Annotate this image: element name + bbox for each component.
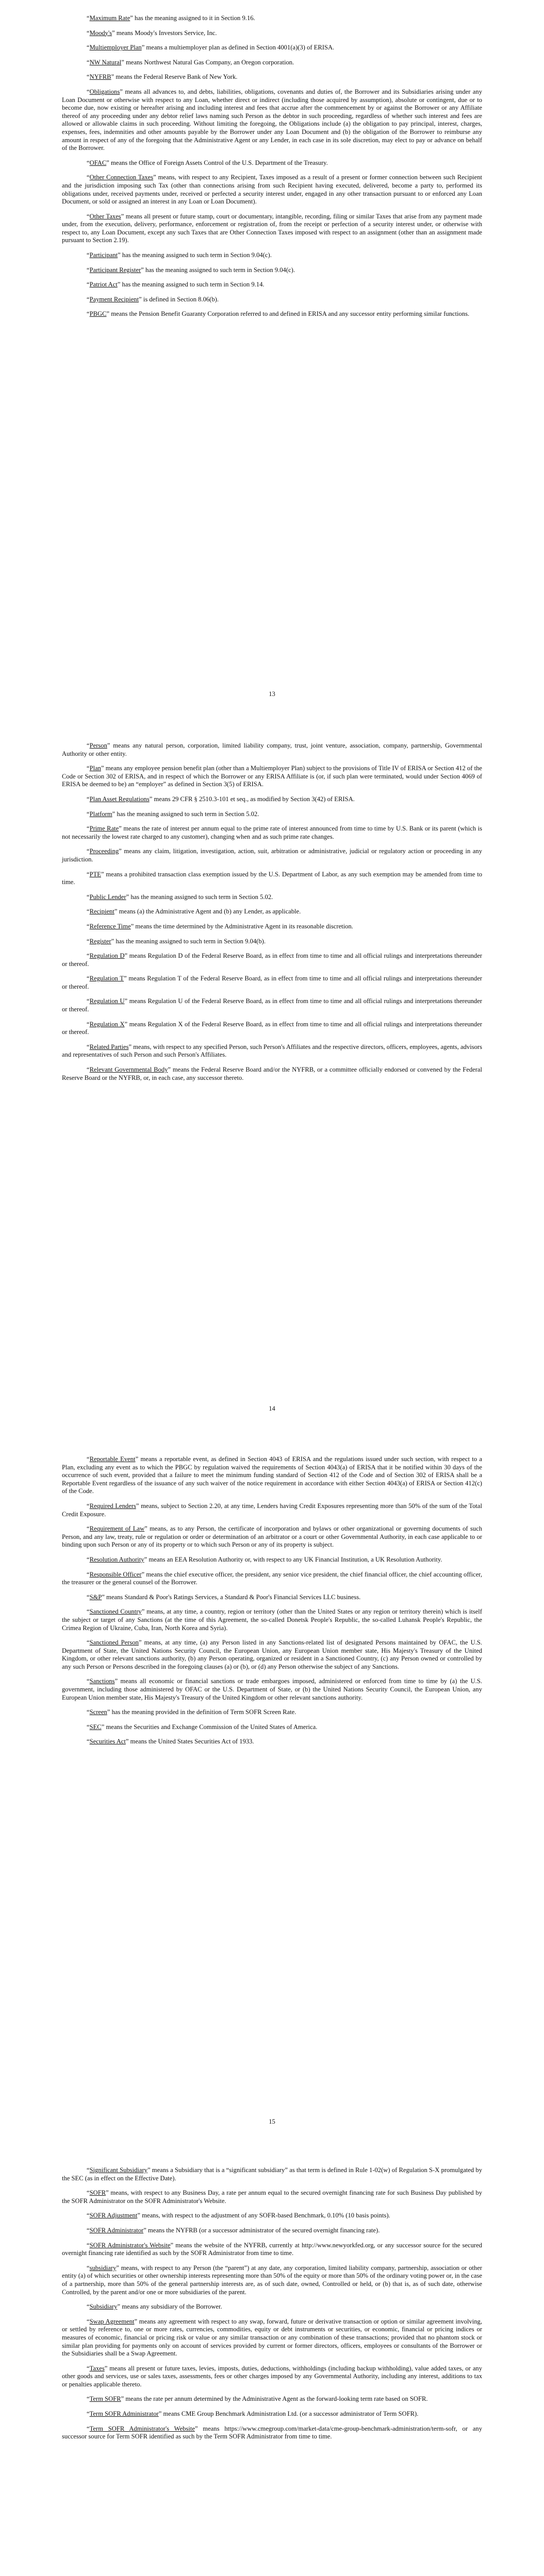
definition-paragraph: “Term SOFR Administrator” means CME Group Benchmark Administration Ltd. (or a successor administrator of Term SOFR). [87,2410,419,2418]
definition-paragraph: “Recipient” means (a) the Administrative Agent and (b) any Lender, as applicable. [87,908,301,916]
definition-text: has the meaning assigned to such term in Section 5.02. [129,893,273,901]
definition-text: means the website of the NYFRB, currently at http://www.newyorkfed.org, or any successor source for the secured overnight financing rate identified as such by the SOFR Administrator from time to time. [62,2241,482,2257]
definition-text: means the chief executive officer, the president, any senior vice president, the chief financial officer, the chief accounting officer, the treasurer or the general counsel of the Borrower. [62,1570,482,1586]
page-14 [0,742,544,1089]
definition-paragraph: “Other Connection Taxes” means, with respect to any Recipient, Taxes imposed as a result of a present or former connection between such Recipient and the jurisdiction imposing such Tax (other than connections arising from such Recipient having executed, delivered, become a party to, performed its obligations under, received payments under, received or perfected a security interest under, engaged in any other transaction pursuant to or enforced any Loan Document, or sold or assigned an interest in any Loan or Loan Document). [62,174,482,206]
definition-text: means an EEA Resolution Authority or, with respect to any UK Financial Institution, a UK Resolution Authority. [147,1555,442,1563]
definition-text: means the Securities and Exchange Commission of the United States of America. [104,1723,318,1731]
defined-term: Term SOFR Administrator [89,2410,159,2418]
definition-text: means, as to any Person, the certificate of incorporation and bylaws or other organizational or governing documents of such Person, and any law, treaty, rule or regulation or order or determination of an arbitrator or a court or other Governmental Authority, in each case applicable to or binding upon such Person or any of its property or to which such Person or any of its property is subject. [62,1525,482,1549]
page-15 [0,1455,544,1753]
definition-paragraph: “Screen” has the meaning provided in the definition of Term SOFR Screen Rate. [87,1708,296,1716]
definition-text: means a Subsidiary that is a “significant subsidiary” as that term is defined in Rule 1-02(w) of Regulation S-X promulgated by the SEC (as in effect on the Effective Date). [62,2166,482,2182]
definition-paragraph: “subsidiary” means, with respect to any Person (the “parent”) at any date, any corporation, limited liability company, partnership, association or other entity (a) of which securities or other ownership interests representing more than 50% of the equity or more than 50% of the ordinary voting power or, in the case of a partnership, more than 50% of the general partnership interests are, as of such date, owned, Controlled or held, or (b) that is, as of such date, otherwise Controlled, by the parent and/or one or more subsidiaries of the parent. [62,2264,482,2296]
defined-term: Securities Act [89,1738,126,1745]
defined-term: Multiemployer Plan [89,44,142,52]
definition-paragraph: “Required Lenders” means, subject to Section 2.20, at any time, Lenders having Credit Exposures representing more than 50% of the sum of the Total Credit Exposure. [62,1502,482,1518]
defined-term: Maximum Rate [89,14,130,22]
definition-paragraph: “Term SOFR” means the rate per annum determined by the Administrative Agent as the forward-looking term rate based on SOFR. [87,2395,428,2403]
definition-paragraph: “Related Parties” means, with respect to any specified Person, such Person's Affiliates and the respective directors, officers, employees, agents, advisors and representatives of such Person and such Person's Affiliates. [62,1043,482,1059]
definition-paragraph: “Regulation D” means Regulation D of the Federal Reserve Board, as in effect from time to time and all official rulings and interpretations thereunder or thereof. [62,952,482,968]
definition-paragraph: “SOFR Administrator” means the NYFRB (or a successor administrator of the secured overnight financing rate). [87,2226,380,2234]
definition-text: means any claim, litigation, investigation, action, suit, arbitration or administrative, judicial or regulatory action or proceeding in any jurisdiction. [62,848,482,863]
defined-term: Platform [89,810,112,818]
definition-text: means, at any time, a country, region or territory (other than the United States or any region or territory therein) which is itself the subject or target of any Sanctions (at the time of this Agreement, the so-called Donetsk People's Republic, the so-called Luhansk People's Republic, the Crimea Region of Ukraine, Cuba, Iran, North Korea and Syria). [62,1608,482,1632]
definition-paragraph: “PBGC” means the Pension Benefit Guaranty Corporation referred to and defined in ERISA and any successor entity performing similar functions. [87,310,470,318]
defined-term: Taxes [89,2364,105,2372]
defined-term: Register [89,937,111,945]
page-13 [0,14,544,325]
definition-paragraph: “Platform” has the meaning assigned to such term in Section 5.02. [87,810,259,818]
definition-paragraph: “Participant” has the meaning assigned to such term in Section 9.04(c). [87,251,272,259]
definition-text: has the meaning assigned to such term in Section 5.02. [115,810,259,818]
defined-term: Related Parties [89,1043,129,1050]
definition-paragraph: “Maximum Rate” has the meaning assigned to it in Section 9.16. [87,14,255,22]
defined-term: Significant Subsidiary [89,2166,147,2174]
page-16 [0,2166,544,2448]
defined-term: Swap Agreement [89,2317,135,2325]
definition-text: means the Pension Benefit Guaranty Corporation referred to and defined in ERISA and any successor entity performing similar functions. [109,310,470,318]
definition-paragraph: “OFAC” means the Office of Foreign Assets Control of the U.S. Department of the Treasury. [87,159,328,166]
definition-text: means all advances to, and debts, liabilities, obligations, covenants and duties of, the Borrower and its Subsidiaries arising under any Loan Document or otherwise with respect to any Loan, whether direct or indirect (including those acquired by assumption), absolute or contingent, due or to become due, now existing or hereafter arising and including interest and fees that accrue after the commencement by or against the Borrower or any Affiliate thereof of any proceeding under any debtor relief laws naming such Person as the debtor in such proceeding, regardless of whether such interest and fees are allowed or allowable claims in such proceeding. Without limiting the foregoing, the Obligations include (a) the obligation to pay principal, interest, charges, expenses, fees, indemnities and other amounts payable by the Borrower under any Loan Document and (b) the obligation of the Borrower to reimburse any amount in respect of any of the foregoing that the Administrative Agent or any Lender, in each case in its sole discretion, may elect to pay or advance on behalf of the Borrower. [62,88,482,152]
definition-text: means a prohibited transaction class exemption issued by the U.S. Department of Labor, as any such exemption may be amended from time to time. [62,870,482,886]
definition-paragraph: “Public Lender” has the meaning assigned to such term in Section 5.02. [87,893,273,901]
defined-term: Reportable Event [89,1455,136,1463]
definition-paragraph: “Significant Subsidiary” means a Subsidiary that is a “significant subsidiary” as that term is defined in Rule 1-02(w) of Regulation S-X promulgated by the SEC (as in effect on the Effective Date). [62,2166,482,2182]
definition-paragraph: “Resolution Authority” means an EEA Resolution Authority or, with respect to any UK Financial Institution, a UK Resolution Authority. [87,1555,442,1563]
defined-term: SOFR [89,2189,106,2197]
definition-paragraph: “SOFR” means, with respect to any Business Day, a rate per annum equal to the secured overnight financing rate for such Business Day published by the SOFR Administrator on the SOFR Administrator's Website. [62,2189,482,2205]
page-number: 15 [269,2118,275,2125]
defined-term: SOFR Administrator's Website [89,2241,171,2249]
definition-text: means Regulation D of the Federal Reserve Board, as in effect from time to time and all official rulings and interpretations thereunder or thereof. [62,952,482,968]
definition-paragraph: “SOFR Administrator's Website” means the website of the NYFRB, currently at http://www.newyorkfed.org, or any successor source for the secured overnight financing rate identified as such by the SOFR Administrator from time to time. [62,2241,482,2257]
definition-paragraph: “Requirement of Law” means, as to any Person, the certificate of incorporation and bylaws or other organizational or governing documents of such Person, and any law, treaty, rule or regulation or order or determination of an arbitrator or a court or other Governmental Authority, in each case applicable to or binding upon such Person or any of its property or to which such Person or any of its property is subject. [62,1525,482,1549]
definition-text: means, with respect to any Person (the “parent”) at any date, any corporation, limited liability company, partnership, association or other entity (a) of which securities or other ownership interests representing more than 50% of the equity or more than 50% of the ordinary voting power or, in the case of a partnership, more than 50% of the general partnership interests are, as of such date, owned, Controlled or held, or (b) that is, as of such date, otherwise Controlled, by the parent and/or one or more subsidiaries of the parent. [62,2264,482,2296]
definition-text: has the meaning assigned to such term in Section 9.04(c). [143,266,295,274]
definition-text: has the meaning assigned to such term in Section 9.04(b). [114,937,266,945]
definition-paragraph: “Subsidiary” means any subsidiary of the Borrower. [87,2303,222,2311]
defined-term: Other Connection Taxes [89,174,154,181]
defined-term: Participant Register [89,266,141,274]
page-number: 13 [269,690,275,698]
definition-text: is defined in Section 8.06(b). [141,295,219,303]
definition-text: means the rate of interest per annum equal to the prime rate of interest announced from time to time by U.S. Bank or its parent (which is not necessarily the lowest rate charged to any customer), changing when and as such prime rate changes. [62,825,482,840]
defined-term: Patriot Act [89,281,118,289]
defined-term: Proceeding [89,848,119,855]
definition-text: means all present or future stamp, court or documentary, intangible, recording, filing or similar Taxes that arise from any payment made under, from the execution, delivery, performance, enforcement or registration of, from the receipt or perfection of a security interest under, or otherwise with respect to, any Loan Document, except any such Taxes that are Other Connection Taxes imposed with respect to an assignment (other than an assignment made pursuant to Section 2.19). [62,212,482,244]
definition-text: means a multiemployer plan as defined in Section 4001(a)(3) of ERISA. [144,44,335,52]
defined-term: Responsible Officer [89,1570,142,1578]
definition-paragraph: “Plan” means any employee pension benefit plan (other than a Multiemployer Plan) subject to the provisions of Title IV of ERISA or Section 412 of the Code or Section 302 of ERISA, and in respect of which the Borrower or any ERISA Affiliate is (or, if such plan were terminated, would under Section 4069 of ERISA be deemed to be) an “employer” as defined in Section 3(5) of ERISA. [62,765,482,788]
defined-term: NYFRB [89,73,111,81]
definition-paragraph: “S&P” means Standard & Poor's Ratings Services, a Standard & Poor's Financial Services LLC business. [87,1593,361,1601]
defined-term: Other Taxes [89,212,121,220]
defined-term: Term SOFR Administrator's Website [89,2425,195,2432]
defined-term: SOFR Adjustment [89,2212,138,2219]
defined-term: Person [89,742,107,749]
definition-text: means Standard & Poor's Ratings Services, a Standard & Poor's Financial Services LLC business. [105,1593,361,1601]
definition-paragraph: “Patriot Act” has the meaning assigned to such term in Section 9.14. [87,281,265,289]
definition-paragraph: “Regulation X” means Regulation X of the Federal Reserve Board, as in effect from time to time and all official rulings and interpretations thereunder or thereof. [62,1020,482,1036]
definition-text: has the meaning assigned to such term in Section 9.14. [120,281,265,289]
definition-paragraph: “Multiemployer Plan” means a multiemployer plan as defined in Section 4001(a)(3) of ERISA. [87,44,335,52]
definition-text: means https://www.cmegroup.com/market-data/cme-group-benchmark-administration/term-sofr, or any successor source for Term SOFR identified as such by the Term SOFR Administrator from time to time. [62,2425,482,2441]
definition-paragraph: “Sanctions” means all economic or financial sanctions or trade embargoes imposed, administered or enforced from time to time by (a) the U.S. government, including those administered by OFAC or the U.S. Department of State, or (b) the United Nations Security Council, the European Union, any European Union member state, His Majesty's Treasury of the United Kingdom or other relevant sanctions authority. [62,1677,482,1701]
definition-text: means Regulation U of the Federal Reserve Board, as in effect from time to time and all official rulings and interpretations thereunder or thereof. [62,997,482,1013]
defined-term: NW Natural [89,58,122,66]
definition-text: means the rate per annum determined by the Administrative Agent as the forward-looking term rate based on SOFR. [124,2395,428,2403]
definition-paragraph: “Payment Recipient” is defined in Section 8.06(b). [87,295,219,303]
defined-term: Resolution Authority [89,1555,144,1563]
defined-term: subsidiary [89,2264,117,2272]
definition-paragraph: “Term SOFR Administrator's Website” means https://www.cmegroup.com/market-data/cme-group-benchmark-administration/term-sofr, or any successor source for Term SOFR identified as such by the Term SOFR Administrator from time to time. [62,2425,482,2441]
defined-term: PBGC [89,310,107,318]
definition-paragraph: “Moody's” means Moody's Investors Service, Inc. [87,29,217,37]
page-number: 14 [269,1405,275,1412]
defined-term: Sanctioned Country [89,1608,142,1616]
defined-term: Regulation T [89,975,124,982]
definition-paragraph: “Sanctioned Country” means, at any time, a country, region or territory (other than the United States or any region or territory therein) which is itself the subject or target of any Sanctions (at the time of this Agreement, the so-called Donetsk People's Republic, the so-called Luhansk People's Republic, the Crimea Region of Ukraine, Cuba, Iran, North Korea and Syria). [62,1608,482,1632]
definition-paragraph: “Sanctioned Person” means, at any time, (a) any Person listed in any Sanctions-related list of designated Persons maintained by OFAC, the U.S. Department of State, the United Nations Security Council, the European Union, any European Union member state, His Majesty's Treasury of the United Kingdom, or other relevant sanctions authority, (b) any Person operating, organized or resident in a Sanctioned Country, (c) any Person owned or controlled by any such Person or Persons described in the foregoing clauses (a) or (b), or (d) any Person otherwise the subject of any Sanctions. [62,1639,483,1670]
definition-text: means, subject to Section 2.20, at any time, Lenders having Credit Exposures representing more than 50% of the sum of the Total Credit Exposure. [62,1502,482,1518]
definition-paragraph: “Proceeding” means any claim, litigation, investigation, action, suit, arbitration or administrative, judicial or regulatory action or proceeding in any jurisdiction. [62,848,482,863]
definition-paragraph: “Reportable Event” means a reportable event, as defined in Section 4043 of ERISA and the regulations issued under such section, with respect to a Plan, excluding any event as to which the PBGC by regulation waived the requirements of Section 4043(a) of ERISA that it be notified within 30 days of the occurrence of such event, provided that a failure to meet the minimum funding standard of Section 412 of the Code and of Section 302 of ERISA shall be a Reportable Event regardless of the issuance of any such waiver of the notice requirement in accordance with either Section 4043(a) of ERISA or Section 412(c) of the Code. [62,1455,482,1495]
defined-term: SEC [89,1723,102,1731]
definition-text: means, with respect to the adjustment of any SOFR-based Benchmark, 0.10% (10 basis points). [140,2212,390,2219]
definition-text: has the meaning assigned to such term in Section 9.04(c). [120,251,272,259]
definition-paragraph: “PTE” means a prohibited transaction class exemption issued by the U.S. Department of Labor, as any such exemption may be amended from time to time. [62,870,482,886]
definition-text: means, at any time, (a) any Person listed in any Sanctions-related list of designated Persons maintained by OFAC, the U.S. Department of State, the United Nations Security Council, the European Union, any European Union member state, His Majesty's Treasury of the United Kingdom, or other relevant sanctions authority, (b) any Person operating, organized or resident in a Sanctioned Country, (c) any Person owned or controlled by any such Person or Persons described in the foregoing clauses (a) or (b), or (d) any Person otherwise the subject of any Sanctions. [62,1639,483,1670]
definition-text: means CME Group Benchmark Administration Ltd. (or a successor administrator of Term SOFR). [161,2410,419,2418]
definition-text: means any employee pension benefit plan (other than a Multiemployer Plan) subject to the provisions of Title IV of ERISA or Section 412 of the Code or Section 302 of ERISA, and in respect of which the Borrower or any ERISA Affiliate is (or, if such plan were terminated, would under Section 4069 of ERISA be deemed to be) an “employer” as defined in Section 3(5) of ERISA. [62,765,482,788]
definition-text: means all present or future taxes, levies, imposts, duties, deductions, withholdings (including backup withholding), value added taxes, or any other goods and services, use or sales taxes, assessments, fees or other charges imposed by any Governmental Authority, including any interest, additions to tax or penalties applicable thereto. [62,2364,482,2388]
definition-text: means any agreement with respect to any swap, forward, future or derivative transaction or option or similar agreement involving, or settled by reference to, one or more rates, currencies, commodities, equity or debt instruments or securities, or economic, financial or pricing indices or measures of economic, financial or pricing risk or value or any similar transaction or any combination of these transactions; provided that no phantom stock or similar plan providing for payments only on account of services provided by current or former directors, officers, employees or consultants of the Borrower or the Subsidiaries shall be a Swap Agreement. [62,2317,482,2358]
definition-text: has the meaning assigned to it in Section 9.16. [133,14,255,22]
definition-text: means the NYFRB (or a successor administrator of the secured overnight financing rate). [146,2226,380,2234]
defined-term: Payment Recipient [89,295,139,303]
defined-term: Requirement of Law [89,1525,145,1533]
definition-paragraph: “Prime Rate” means the rate of interest per annum equal to the prime rate of interest announced from time to time by U.S. Bank or its parent (which is not necessarily the lowest rate charged to any customer), changing when and as such prime rate changes. [62,825,482,840]
definition-text: means, with respect to any Business Day, a rate per annum equal to the secured overnight financing rate for such Business Day published by the SOFR Administrator on the SOFR Administrator's Website. [62,2189,482,2205]
definition-text: means Northwest Natural Gas Company, an Oregon corporation. [124,58,294,66]
defined-term: Prime Rate [89,825,119,833]
defined-term: Participant [89,251,118,259]
defined-term: Moody's [89,29,112,37]
defined-term: Plan Asset Regulations [89,795,150,803]
defined-term: Plan [89,765,101,772]
definition-text: means Regulation X of the Federal Reserve Board, as in effect from time to time and all official rulings and interpretations thereunder or thereof. [62,1020,482,1036]
definition-paragraph: “Obligations” means all advances to, and debts, liabilities, obligations, covenants and duties of, the Borrower and its Subsidiaries arising under any Loan Document or otherwise with respect to any Loan, whether direct or indirect (including those acquired by assumption), absolute or contingent, due or to become due, now existing or hereafter arising and including interest and fees that accrue after the commencement by or against the Borrower or any Affiliate thereof of any proceeding under any debtor relief laws naming such Person as the debtor in such proceeding, regardless of whether such interest and fees are allowed or allowable claims in such proceeding. Without limiting the foregoing, the Obligations include (a) the obligation to pay principal, interest, charges, expenses, fees, indemnities and other amounts payable by the Borrower under any Loan Document and (b) the obligation of the Borrower to reimburse any amount in respect of any of the foregoing that the Administrative Agent or any Lender, in each case in its sole discretion, may elect to pay or advance on behalf of the Borrower. [62,88,482,152]
definition-paragraph: “Securities Act” means the United States Securities Act of 1933. [87,1738,254,1745]
defined-term: Relevant Governmental Body [89,1066,168,1074]
definition-paragraph: “Register” has the meaning assigned to such term in Section 9.04(b). [87,937,266,945]
defined-term: PTE [89,870,101,878]
definition-text: means the Federal Reserve Bank of New York. [114,73,238,81]
definition-paragraph: “Reference Time” means the time determined by the Administrative Agent in its reasonable discretion. [87,922,353,930]
defined-term: Sanctioned Person [89,1639,139,1647]
definition-paragraph: “Regulation U” means Regulation U of the Federal Reserve Board, as in effect from time to time and all official rulings and interpretations thereunder or thereof. [62,997,482,1013]
defined-term: Recipient [89,908,114,916]
definition-paragraph: “NYFRB” means the Federal Reserve Bank of New York. [87,73,238,81]
definition-paragraph: “Swap Agreement” means any agreement with respect to any swap, forward, future or derivative transaction or option or similar agreement involving, or settled by reference to, one or more rates, currencies, commodities, equity or debt instruments or securities, or economic, financial or pricing indices or measures of economic, financial or pricing risk or value or any similar transaction or any combination of these transactions; provided that no phantom stock or similar plan providing for payments only on account of services provided by current or former directors, officers, employees or consultants of the Borrower or the Subsidiaries shall be a Swap Agreement. [62,2317,482,2358]
definition-paragraph: “Taxes” means all present or future taxes, levies, imposts, duties, deductions, withholdings (including backup withholding), value added taxes, or any other goods and services, use or sales taxes, assessments, fees or other charges imposed by any Governmental Authority, including any interest, additions to tax or penalties applicable thereto. [62,2364,482,2388]
definition-paragraph: “NW Natural” means Northwest Natural Gas Company, an Oregon corporation. [87,58,294,66]
defined-term: Obligations [89,88,120,95]
defined-term: Regulation D [89,952,125,960]
defined-term: Sanctions [89,1677,115,1685]
defined-term: Public Lender [89,893,126,901]
definition-text: means Regulation T of the Federal Reserve Board, as in effect from time to time and all official rulings and interpretations thereunder or thereof. [62,975,482,990]
definition-text: means Moody's Investors Service, Inc. [114,29,217,37]
definition-text: means the time determined by the Administrative Agent in its reasonable discretion. [134,922,353,930]
definition-text: means the United States Securities Act of 1933. [128,1738,254,1745]
defined-term: SOFR Administrator [89,2226,144,2234]
definition-text: means (a) the Administrative Agent and (b) any Lender, as applicable. [117,908,301,916]
definition-paragraph: “Regulation T” means Regulation T of the Federal Reserve Board, as in effect from time to time and all official rulings and interpretations thereunder or thereof. [62,975,482,990]
defined-term: Required Lenders [89,1502,136,1510]
definition-text: means, with respect to any specified Person, such Person's Affiliates and the respective directors, officers, employees, agents, advisors and representatives of such Person and such Person's Affiliates. [62,1043,482,1059]
defined-term: S&P [89,1593,102,1601]
definition-paragraph: “Relevant Governmental Body” means the Federal Reserve Board and/or the NYFRB, or a committee officially endorsed or convened by the Federal Reserve Board or the NYFRB, or, in each case, any successor thereto. [62,1066,482,1081]
definition-text: means, with respect to any Recipient, Taxes imposed as a result of a present or former connection between such Recipient and the jurisdiction imposing such Tax (other than connections arising from such Recipient having executed, delivered, become a party to, performed its obligations under, received payments under, received or perfected a security interest under, engaged in any other transaction pursuant to or enforced any Loan Document, or sold or assigned an interest in any Loan or Loan Document). [62,174,482,206]
defined-term: Regulation X [89,1020,125,1028]
defined-term: OFAC [89,159,107,166]
definition-text: means 29 CFR § 2510.3-101 et seq., as modified by Section 3(42) of ERISA. [152,795,355,803]
definition-paragraph: “Plan Asset Regulations” means 29 CFR § 2510.3-101 et seq., as modified by Section 3(42) of ERISA. [87,795,355,803]
definition-text: means a reportable event, as defined in Section 4043 of ERISA and the regulations issued under such section, with respect to a Plan, excluding any event as to which the PBGC by regulation waived the requirements of Section 4043(a) of ERISA that it be notified within 30 days of the occurrence of such event, provided that a failure to meet the minimum funding standard of Section 412 of the Code and of Section 302 of ERISA shall be a Reportable Event regardless of the issuance of any such waiver of the notice requirement in accordance with either Section 4043(a) of ERISA or Section 412(c) of the Code. [62,1455,482,1495]
definition-text: means any natural person, corporation, limited liability company, trust, joint venture, association, company, partnership, Governmental Authority or other entity. [62,742,482,757]
definition-text: means any subsidiary of the Borrower. [120,2303,222,2311]
definition-paragraph: “SOFR Adjustment” means, with respect to the adjustment of any SOFR-based Benchmark, 0.10% (10 basis points). [87,2212,390,2219]
defined-term: Screen [89,1708,107,1716]
definition-text: means the Office of Foreign Assets Control of the U.S. Department of the Treasury. [109,159,328,166]
defined-term: Subsidiary [89,2303,118,2311]
defined-term: Reference Time [89,922,131,930]
definition-paragraph: “Person” means any natural person, corporation, limited liability company, trust, joint venture, association, company, partnership, Governmental Authority or other entity. [62,742,482,757]
defined-term: Regulation U [89,997,125,1005]
definition-paragraph: “SEC” means the Securities and Exchange Commission of the United States of America. [87,1723,318,1731]
definition-text: means the Federal Reserve Board and/or the NYFRB, or a committee officially endorsed or convened by the Federal Reserve Board or the NYFRB, or, in each case, any successor thereto. [62,1066,482,1081]
definition-text: means all economic or financial sanctions or trade embargoes imposed, administered or enforced from time to time by (a) the U.S. government, including those administered by OFAC or the U.S. Department of State, or (b) the United Nations Security Council, the European Union, any European Union member state, His Majesty's Treasury of the United Kingdom or other relevant sanctions authority. [62,1677,482,1701]
definition-paragraph: “Responsible Officer” means the chief executive officer, the president, any senior vice president, the chief financial officer, the chief accounting officer, the treasurer or the general counsel of the Borrower. [62,1570,482,1586]
definition-text: has the meaning provided in the definition of Term SOFR Screen Rate. [110,1708,296,1716]
definition-paragraph: “Other Taxes” means all present or future stamp, court or documentary, intangible, recording, filing or similar Taxes that arise from any payment made under, from the execution, delivery, performance, enforcement or registration of, from the receipt or perfection of a security interest under, or otherwise with respect to, any Loan Document, except any such Taxes that are Other Connection Taxes imposed with respect to an assignment (other than an assignment made pursuant to Section 2.19). [62,212,482,244]
definition-paragraph: “Participant Register” has the meaning assigned to such term in Section 9.04(c). [87,266,295,274]
defined-term: Term SOFR [89,2395,121,2403]
